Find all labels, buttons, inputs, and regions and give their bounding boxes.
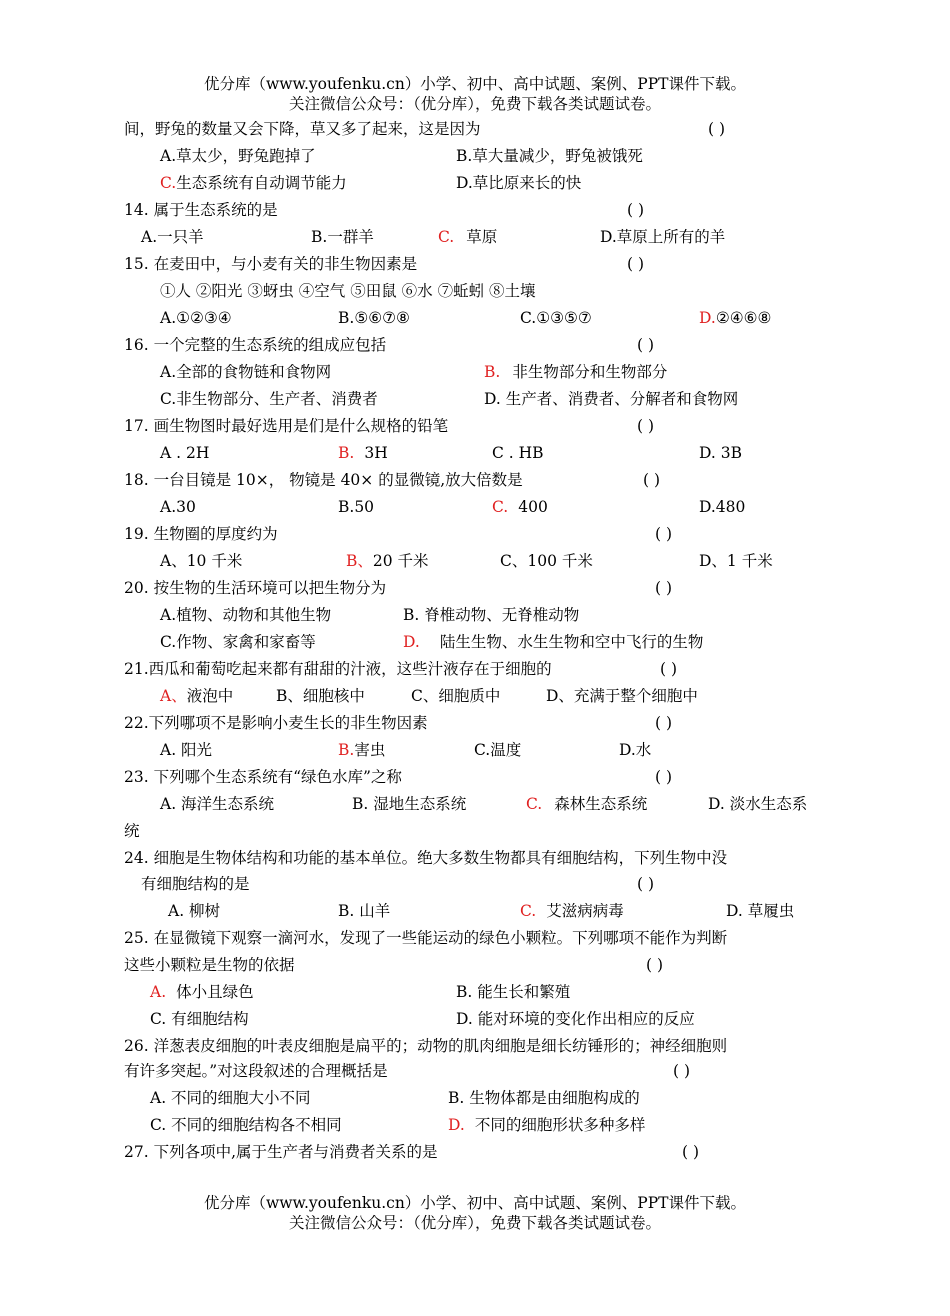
question-18-option-a: A.30	[160, 498, 196, 516]
answer-marker: D.	[403, 633, 420, 651]
question-22-answer-blank: ( )	[655, 714, 673, 732]
question-26-option-c: C. 不同的细胞结构各不相同	[150, 1116, 342, 1134]
question-23-option-b: B. 湿地生态系统	[352, 795, 467, 813]
question-14-option-d: D.草原上所有的羊	[600, 228, 726, 246]
question-21-option-b: B、细胞核中	[276, 687, 365, 705]
question-13-option-a: A.草太少，野兔跑掉了	[160, 147, 316, 165]
question-27-stem: 27. 下列各项中,属于生产者与消费者关系的是	[124, 1143, 438, 1161]
question-13-option-b: B.草大量减少，野兔被饿死	[456, 147, 643, 165]
question-17-stem: 17. 画生物图时最好选用是们是什么规格的铅笔	[124, 417, 449, 435]
question-15-option-b: B.⑤⑥⑦⑧	[338, 309, 410, 327]
question-13-continuation: 间，野兔的数量又会下降，草又多了起来，这是因为	[124, 120, 481, 138]
question-26-stem-line-2: 有许多突起。”对这段叙述的合理概括是	[124, 1062, 388, 1080]
question-14-stem: 14. 属于生态系统的是	[124, 201, 278, 219]
question-17-option-c: C . HB	[492, 444, 544, 462]
question-25-option-c: C. 有细胞结构	[150, 1010, 249, 1028]
question-26-option-b: B. 生物体都是由细胞构成的	[448, 1089, 640, 1107]
page-header-line-1: 优分库（www.youfenku.cn）小学、初中、高中试题、案例、PPT课件下载。	[203, 75, 747, 93]
question-22-option-c: C.温度	[474, 741, 522, 759]
question-23-stem: 23. 下列哪个生态系统有“绿色水库”之称	[124, 768, 402, 786]
answer-marker: B、	[346, 552, 373, 570]
question-16-option-a: A.全部的食物链和食物网	[160, 363, 332, 381]
question-15-option-c: C.①③⑤⑦	[520, 309, 592, 327]
page-footer-line-1: 优分库（www.youfenku.cn）小学、初中、高中试题、案例、PPT课件下载。	[203, 1194, 747, 1212]
question-14-option-b: B.一群羊	[311, 228, 374, 246]
question-13-option-c: C.生态系统有自动调节能力	[160, 174, 347, 192]
question-23-option-d-wrap: 统	[124, 822, 140, 840]
question-23-option-a: A. 海洋生态系统	[160, 795, 275, 813]
answer-marker: C.	[520, 902, 537, 920]
question-17-option-b: B. 3H	[338, 444, 388, 462]
answer-marker: C.	[526, 795, 543, 813]
question-26-stem: 26. 洋葱表皮细胞的叶表皮细胞是扁平的；动物的肌肉细胞是细长纺锤形的；神经细胞则	[124, 1037, 728, 1055]
answer-marker: B.	[338, 444, 355, 462]
question-18-option-b: B.50	[338, 498, 375, 516]
question-17-option-a: A . 2H	[160, 444, 210, 462]
question-15-answer-blank: ( )	[627, 255, 645, 273]
question-24-option-d: D. 草履虫	[726, 902, 795, 920]
question-18-answer-blank: ( )	[643, 471, 661, 489]
question-14-answer-blank: ( )	[627, 201, 645, 219]
question-20-stem: 20. 按生物的生活环境可以把生物分为	[124, 579, 387, 597]
page-header-line-2: 关注微信公众号：（优分库），免费下载各类试题试卷。	[288, 95, 661, 113]
question-13-option-d: D.草比原来长的快	[456, 174, 582, 192]
question-24-option-c: C. 艾滋病病毒	[520, 902, 624, 920]
question-24-option-a: A. 柳树	[168, 902, 221, 920]
question-22-stem: 22.下列哪项不是影响小麦生长的非生物因素	[124, 714, 428, 732]
question-21-option-c: C、细胞质中	[411, 687, 501, 705]
question-13-answer-blank: ( )	[708, 120, 726, 138]
question-15-stem: 15. 在麦田中，与小麦有关的非生物因素是	[124, 255, 418, 273]
question-16-answer-blank: ( )	[637, 336, 655, 354]
question-21-answer-blank: ( )	[660, 660, 678, 678]
question-21-option-a: A、液泡中	[160, 687, 234, 705]
question-26-answer-blank: ( )	[673, 1062, 691, 1080]
page-footer-line-2: 关注微信公众号：（优分库），免费下载各类试题试卷。	[288, 1214, 661, 1232]
question-16-option-c: C.非生物部分、生产者、消费者	[160, 390, 378, 408]
question-18-stem: 18. 一台目镜是 10×， 物镜是 40× 的显微镜,放大倍数是	[124, 471, 523, 489]
question-18-option-d: D.480	[699, 498, 746, 516]
question-20-option-a: A.植物、动物和其他生物	[160, 606, 332, 624]
question-26-option-a: A. 不同的细胞大小不同	[150, 1089, 311, 1107]
question-19-stem: 19. 生物圈的厚度约为	[124, 525, 278, 543]
answer-marker: D.	[448, 1116, 465, 1134]
question-19-option-c: C、100 千米	[500, 552, 593, 570]
question-17-option-d: D. 3B	[699, 444, 742, 462]
question-22-option-b: B.害虫	[338, 741, 386, 759]
question-25-option-d: D. 能对环境的变化作出相应的反应	[456, 1010, 695, 1028]
question-20-option-b: B. 脊椎动物、无脊椎动物	[403, 606, 580, 624]
question-25-answer-blank: ( )	[646, 956, 664, 974]
question-16-option-b: B. 非生物部分和生物部分	[484, 363, 668, 381]
question-19-option-a: A、10 千米	[160, 552, 243, 570]
question-19-option-b: B、20 千米	[346, 552, 429, 570]
question-15-option-d: D.②④⑥⑧	[699, 309, 772, 327]
answer-marker: A、	[160, 687, 187, 705]
answer-marker: D.	[699, 309, 716, 327]
question-16-stem: 16. 一个完整的生态系统的组成应包括	[124, 336, 387, 354]
question-20-option-c: C.作物、家禽和家畜等	[160, 633, 316, 651]
answer-marker: B.	[484, 363, 501, 381]
question-23-option-c: C. 森林生态系统	[526, 795, 648, 813]
question-14-option-c: C. 草原	[438, 228, 498, 246]
question-17-answer-blank: ( )	[637, 417, 655, 435]
question-18-option-c: C. 400	[492, 498, 548, 516]
question-19-answer-blank: ( )	[655, 525, 673, 543]
question-22-option-d: D.水	[619, 741, 652, 759]
question-19-option-d: D、1 千米	[699, 552, 773, 570]
question-27-answer-blank: ( )	[682, 1143, 700, 1161]
question-16-option-d: D. 生产者、消费者、分解者和食物网	[484, 390, 739, 408]
question-21-option-d: D、充满于整个细胞中	[546, 687, 698, 705]
answer-marker: C.	[438, 228, 455, 246]
question-24-stem: 24. 细胞是生物体结构和功能的基本单位。绝大多数生物都具有细胞结构，下列生物中没	[124, 849, 728, 867]
question-15-items: ①人 ②阳光 ③蚜虫 ④空气 ⑤田鼠 ⑥水 ⑦蚯蚓 ⑧土壤	[160, 282, 536, 300]
question-24-stem-line-2: 有细胞结构的是	[141, 875, 250, 893]
question-26-option-d: D. 不同的细胞形状多种多样	[448, 1116, 646, 1134]
question-23-option-d: D. 淡水生态系	[708, 795, 808, 813]
question-25-option-a: A. 体小且绿色	[150, 983, 254, 1001]
question-25-option-b: B. 能生长和繁殖	[456, 983, 571, 1001]
question-25-stem-line-2: 这些小颗粒是生物的依据	[124, 956, 295, 974]
question-24-option-b: B. 山羊	[338, 902, 391, 920]
question-20-option-d: D. 陆生生物、水生生物和空中飞行的生物	[403, 633, 704, 651]
question-15-option-a: A.①②③④	[160, 309, 232, 327]
question-23-answer-blank: ( )	[655, 768, 673, 786]
question-14-option-a: A.一只羊	[141, 228, 204, 246]
question-22-option-a: A. 阳光	[160, 741, 213, 759]
answer-marker: B.	[338, 741, 355, 759]
question-25-stem: 25. 在显微镜下观察一滴河水，发现了一些能运动的绿色小颗粒。下列哪项不能作为判断	[124, 929, 728, 947]
question-20-answer-blank: ( )	[655, 579, 673, 597]
answer-marker: C.	[492, 498, 509, 516]
question-21-stem: 21.西瓜和葡萄吃起来都有甜甜的汁液，这些汁液存在于细胞的	[124, 660, 552, 678]
answer-marker: C.	[160, 174, 177, 192]
answer-marker: A.	[150, 983, 167, 1001]
question-24-answer-blank: ( )	[637, 875, 655, 893]
